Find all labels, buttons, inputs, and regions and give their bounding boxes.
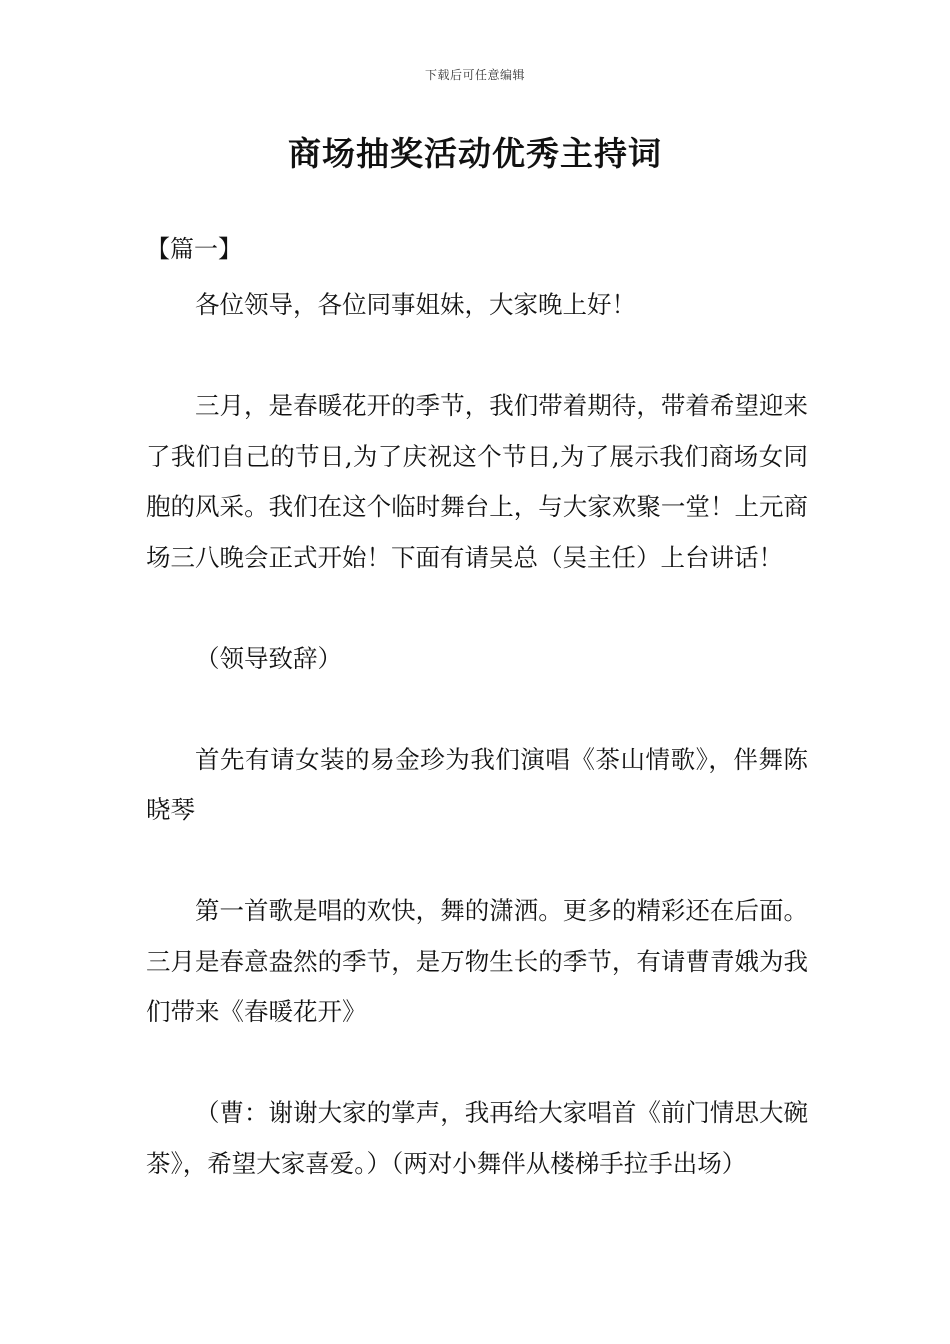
paragraph-third-song: （曹：谢谢大家的掌声，我再给大家唱首《前门情思大碗茶》，希望大家喜爱。）（两对小舞伴从楼梯手拉手出场） [146, 1098, 808, 1178]
section-label: 【篇一】 [146, 235, 242, 263]
document-body [146, 280, 808, 1189]
paragraph-second-song: 第一首歌是唱的欢快，舞的潇洒。更多的精彩还在后面。三月是春意盎然的季节，是万物生长的季节，有请曹青娥为我们带来《春暖花开》 [146, 896, 808, 1026]
paragraph-greeting: 各位领导，各位同事姐妹，大家晚上好！ [195, 290, 636, 319]
header-note: 下载后可任意编辑 [424, 68, 525, 82]
document-title: 商场抽奖活动优秀主持词 [288, 134, 662, 173]
paragraph-leader-speech: （领导致辞） [195, 643, 342, 673]
paragraph-first-song: 首先有请女装的易金珍为我们演唱《茶山情歌》，伴舞陈晓琴 [146, 744, 808, 824]
paragraph-opening: 三月，是春暖花开的季节，我们带着期待，带着希望迎来了我们自己的节日,为了庆祝这个节日,为了展示我们商场女同胞的风采。我们在这个临时舞台上，与大家欢聚一堂！上元商场三八晚会正式开始！下面有请吴总（吴主任）上台讲话！ [146, 391, 808, 572]
